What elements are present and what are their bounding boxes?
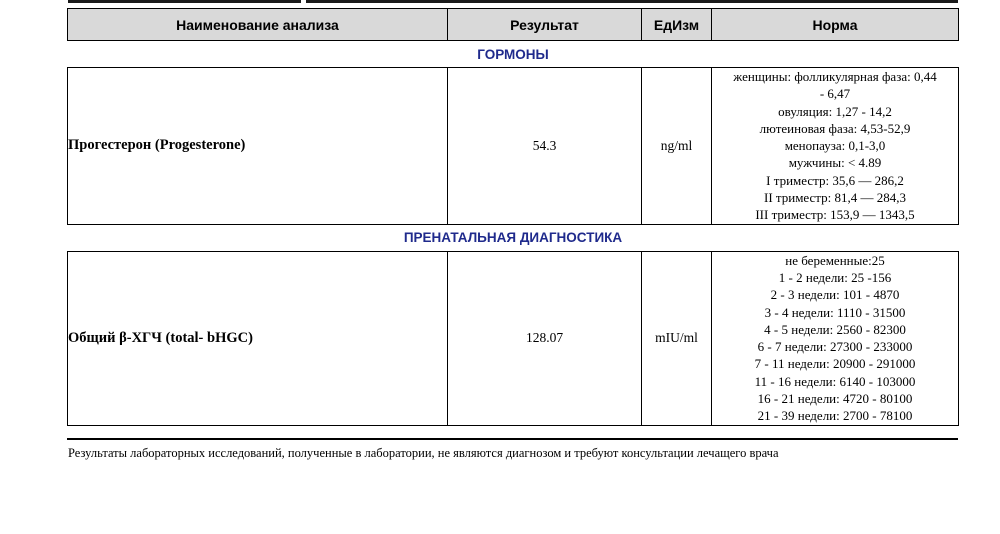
top-divider-right	[306, 0, 958, 3]
test-norm	[712, 68, 959, 225]
footer-divider	[67, 438, 958, 440]
norm-line: 2 - 3 недели: 101 - 4870	[770, 287, 900, 303]
norm-line: 11 - 16 недели: 6140 - 103000	[754, 373, 916, 389]
norm-line: 7 - 11 недели: 20900 - 291000	[754, 356, 916, 372]
lab-results-table	[67, 8, 959, 426]
norm-line: мужчины: < 4.89	[788, 155, 882, 171]
footer-disclaimer: Результаты лабораторных исследований, полученные в лаборатории, не являются диагнозом и требуют консультации лечащего врача	[68, 446, 779, 460]
norm-line: III триместр: 153,9 — 1343,5	[755, 207, 915, 223]
table-row-hcg	[68, 251, 959, 425]
norm-line: 16 - 21 недели: 4720 - 80100	[757, 391, 913, 407]
header-test-name: Наименование анализа	[68, 9, 448, 41]
norm-line: 1 - 2 недели: 25 -156	[778, 269, 892, 285]
table-header-row	[68, 9, 959, 41]
section-title: ГОРМОНЫ	[477, 46, 549, 62]
norm-line: женщины: фолликулярная фаза: 0,44	[733, 69, 937, 84]
norm-line: 6 - 7 недели: 27300 - 233000	[757, 339, 913, 355]
test-result: 54.3	[448, 68, 642, 225]
norm-line: 21 - 39 недели: 2700 - 78100	[757, 408, 913, 424]
header-result: Результат	[448, 9, 642, 41]
norm-line: не беременные:25	[785, 252, 885, 268]
table-row-progesterone	[68, 68, 959, 225]
norm-line: менопауза: 0,1-3,0	[784, 138, 886, 154]
norm-line: 4 - 5 недели: 2560 - 82300	[764, 321, 906, 337]
header-norm: Норма	[712, 9, 959, 41]
header-unit: ЕдИзм	[642, 9, 712, 41]
page-top-edge	[0, 0, 1000, 5]
test-result: 128.07	[448, 251, 642, 425]
test-norm	[712, 251, 959, 425]
test-unit: ng/ml	[642, 68, 712, 225]
norm-line: 3 - 4 недели: 1110 - 31500	[764, 304, 906, 320]
norm-line: II триместр: 81,4 — 284,3	[764, 190, 906, 206]
section-prenatal-diagnostics	[68, 224, 959, 251]
norm-line: I триместр: 35,6 — 286,2	[766, 172, 904, 188]
section-hormones	[68, 41, 959, 68]
norm-line: овуляция: 1,27 - 14,2	[778, 103, 892, 119]
test-name: Прогестерон (Progesterone)	[68, 68, 448, 225]
norm-line: - 6,47	[819, 86, 851, 102]
norm-line: лютеиновая фаза: 4,53-52,9	[759, 120, 911, 136]
section-title: ПРЕНАТАЛЬНАЯ ДИАГНОСТИКА	[403, 230, 623, 246]
test-name: Общий β-ХГЧ (total- bHGC)	[68, 251, 448, 425]
test-unit: mIU/ml	[642, 251, 712, 425]
top-divider-left	[68, 0, 301, 3]
